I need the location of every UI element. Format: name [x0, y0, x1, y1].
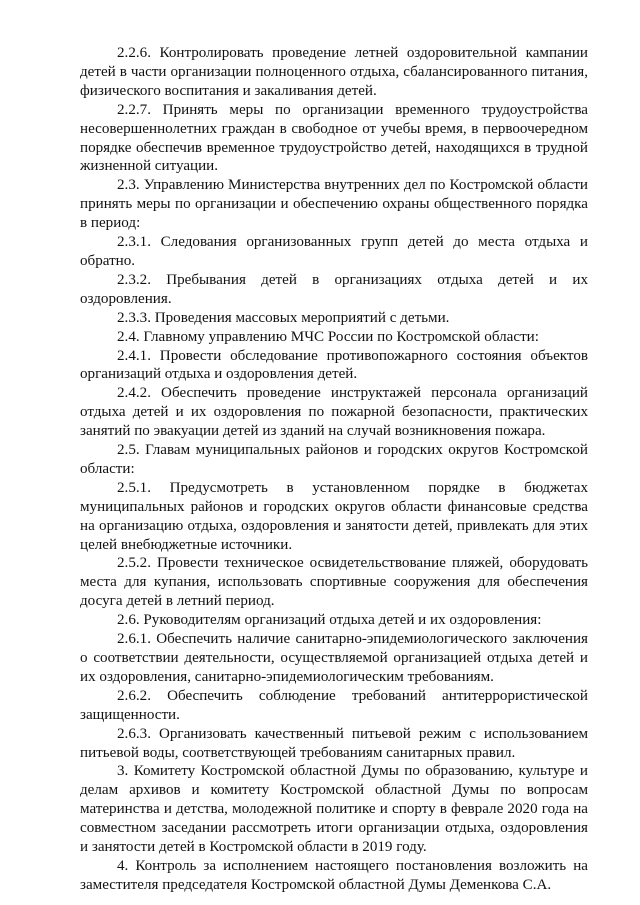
- paragraph-2-3-3: 2.3.3. Проведения массовых мероприятий с детьми.: [117, 309, 450, 326]
- paragraph-3: 3. Комитету Костромской областной Думы по образованию, культуре и делам архивов и комитету Костромской областной Думы по вопросам материнства и детства, молодежной политике и спорту в феврале 2020 года на совместном заседании рассмотреть итоги организации отдыха, оздоровления и занятости детей в Костромской области в 2019 году.: [80, 763, 588, 856]
- paragraph-2-6-1: 2.6.1. Обеспечить наличие санитарно-эпидемиологического заключения о соответствии деятельности, осуществляемой организацией отдыха детей и их оздоровления, санитарно-эпидемиологическим требованиям.: [80, 631, 588, 685]
- paragraph-2-3: 2.3. Управлению Министерства внутренних дел по Костромской области принять меры по организации и обеспечению охраны общественного порядка в период:: [80, 177, 588, 232]
- paragraph-2-6-3: 2.6.3. Организовать качественный питьевой режим с использованием питьевой воды, соответствующей требованиям санитарных правил.: [80, 725, 588, 761]
- paragraph-2-4-2: 2.4.2. Обеспечить проведение инструктажей персонала организаций отдыха детей и их оздоровления по пожарной безопасности, практических занятий по эвакуации детей из зданий на случай возникновения пожара.: [80, 385, 588, 440]
- paragraph-2-4: 2.4. Главному управлению МЧС России по Костромской области:: [117, 328, 539, 345]
- paragraph-2-3-1: 2.3.1. Следования организованных групп детей до места отдыха и обратно.: [80, 234, 588, 269]
- document-body: [80, 44, 588, 895]
- paragraph-2-5-1: 2.5.1. Предусмотреть в установленном порядке в бюджетах муниципальных районов и городских округов области финансовые средства на организацию отдыха, оздоровления и занятости детей, привлекать для этих целей внебюджетные источники.: [80, 479, 588, 553]
- paragraph-2-4-1: 2.4.1. Провести обследование противопожарного состояния объектов организаций отдыха и оздоровления детей.: [80, 347, 588, 383]
- paragraph-2-3-2: 2.3.2. Пребывания детей в организациях отдыха детей и их оздоровления.: [80, 271, 588, 307]
- paragraph-2-6: 2.6. Руководителям организаций отдыха детей и их оздоровления:: [117, 612, 542, 629]
- paragraph-4: 4. Контроль за исполнением настоящего постановления возложить на заместителя председателя Костромской областной Думы Деменкова С.А.: [80, 857, 588, 893]
- paragraph-2-5: 2.5. Главам муниципальных районов и городских округов Костромской области:: [80, 442, 588, 477]
- paragraph-2-2-7: 2.2.7. Принять меры по организации временного трудоустройства несовершеннолетних граждан в свободное от учебы время, в первоочередном порядке обеспечив временное трудоустройство детей, находящихся в трудной жизненной ситуации.: [80, 101, 588, 175]
- paragraph-2-5-2: 2.5.2. Провести техническое освидетельствование пляжей, оборудовать места для купания, использовать спортивные сооружения для обеспечения досуга детей в летний период.: [80, 555, 588, 610]
- paragraph-2-6-2: 2.6.2. Обеспечить соблюдение требований антитеррористической защищенности.: [80, 687, 588, 723]
- paragraph-2-2-6: 2.2.6. Контролировать проведение летней оздоровительной кампании детей в части организации полноценного отдыха, сбалансированного питания, физического воспитания и закаливания детей.: [80, 45, 588, 99]
